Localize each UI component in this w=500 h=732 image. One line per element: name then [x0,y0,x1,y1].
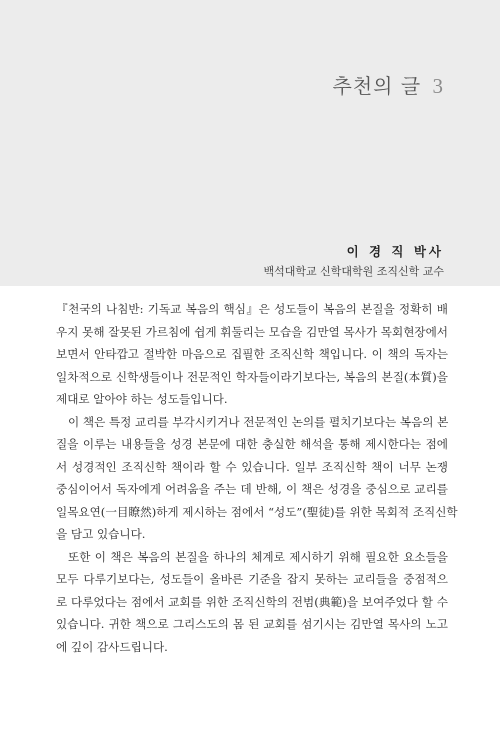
text-line: 서 성경적인 조직신학 책이라 할 수 있습니다. 일부 조직신학 책이 너무 논쟁 [56,459,448,474]
author-name: 이 경 직 박사 [346,244,444,259]
text-line: 이 책은 특정 교리를 부각시키거나 전문적인 논의를 펼치기보다는 복음의 본 [68,414,449,429]
text-line: 로 다루었다는 점에서 교회를 위한 조직신학의 전범(典範)을 보여주었다 할 수 [56,594,448,609]
text-line: 을 담고 있습니다. [56,527,146,541]
section-title-text: 추천의 글 [332,74,422,98]
text-line: 또한 이 책은 복음의 본질을 하나의 체계로 제시하기 위해 필요한 요소들을 [68,549,448,564]
text-line: 일차적으로 신학생들이나 전문적인 학자들이라기보다는, 복음의 본질(本質)을 [56,369,448,384]
text-line: 제대로 알아야 하는 성도들입니다. [56,392,228,406]
text-line: 『천국의 나침반: 기독교 복음의 핵심』은 성도들이 복음의 본질을 정확히 배 [56,302,448,316]
text-line: 모두 다루기보다는, 성도들이 올바른 기준을 잡지 못하는 교리들을 중점적으 [56,572,448,586]
author-role: 백석대학교 신학대학원 조직신학 교수 [263,265,444,278]
body-text [56,298,458,658]
section-title [333,70,445,99]
section-number: 3 [432,74,444,98]
text-line: 있습니다. 귀한 책으로 그리스도의 몸 된 교회를 섬기시는 김만열 목사의 노고 [56,617,448,631]
text-line: 일목요연(一目瞭然)하게 제시하는 점에서 “성도”(聖徒)를 위한 목회적 조직신학 [56,504,458,519]
header-band [0,0,500,286]
text-line: 보면서 안타깝고 절박한 마음으로 집필한 조직신학 책입니다. 이 책의 독자는 [56,347,448,361]
text-line: 질을 이루는 내용들을 성경 본문에 대한 충실한 해석을 통해 제시한다는 점에 [56,437,448,451]
text-line: 중심이어서 독자에게 어려움을 주는 데 반해, 이 책은 성경을 중심으로 교리를 [56,482,448,496]
text-line: 에 깊이 감사드립니다. [56,639,168,654]
text-line: 우지 못해 잘못된 가르침에 쉽게 휘둘리는 모습을 김만열 목사가 목회현장에서 [56,324,448,339]
